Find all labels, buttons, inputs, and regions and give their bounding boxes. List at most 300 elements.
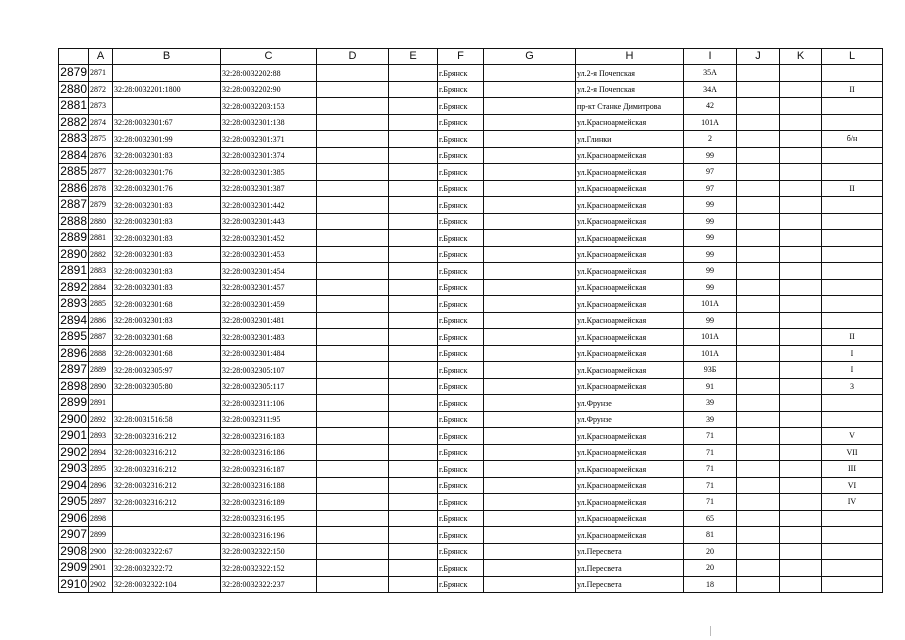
cell-i[interactable]: 39 xyxy=(684,395,737,412)
cell-g[interactable] xyxy=(484,428,576,445)
cell-h[interactable]: ул.2-я Почепская xyxy=(576,81,684,98)
cell-h[interactable]: ул.Красноармейская xyxy=(576,477,684,494)
cell-j[interactable] xyxy=(737,312,780,329)
cell-c[interactable]: 32:28:0032316:187 xyxy=(221,461,317,478)
cell-g[interactable] xyxy=(484,246,576,263)
cell-k[interactable] xyxy=(780,411,822,428)
cell-j[interactable] xyxy=(737,543,780,560)
cell-i[interactable]: 71 xyxy=(684,477,737,494)
cell-k[interactable] xyxy=(780,560,822,577)
cell-g[interactable] xyxy=(484,560,576,577)
cell-h[interactable]: ул.Красноармейская xyxy=(576,197,684,214)
cell-k[interactable] xyxy=(780,164,822,181)
cell-a[interactable]: 2893 xyxy=(89,428,113,445)
cell-e[interactable] xyxy=(389,65,438,82)
cell-h[interactable]: ул.Фрунзе xyxy=(576,395,684,412)
cell-l[interactable]: III xyxy=(822,461,883,478)
cell-h[interactable]: ул.Красноармейская xyxy=(576,461,684,478)
cell-f[interactable]: г.Брянск xyxy=(438,65,484,82)
cell-k[interactable] xyxy=(780,510,822,527)
cell-c[interactable]: 32:28:0032301:385 xyxy=(221,164,317,181)
cell-c[interactable]: 32:28:0032301:387 xyxy=(221,180,317,197)
cell-h[interactable]: ул.Красноармейская xyxy=(576,494,684,511)
cell-i[interactable]: 101А xyxy=(684,114,737,131)
cell-j[interactable] xyxy=(737,362,780,379)
cell-l[interactable] xyxy=(822,411,883,428)
cell-h[interactable]: ул.Красноармейская xyxy=(576,213,684,230)
cell-g[interactable] xyxy=(484,180,576,197)
row-number[interactable]: 2886 xyxy=(60,180,87,195)
cell-b[interactable]: 32:28:0032301:68 xyxy=(113,329,221,346)
column-header-c[interactable]: C xyxy=(221,49,317,65)
cell-k[interactable] xyxy=(780,527,822,544)
cell-b[interactable]: 32:28:0032301:83 xyxy=(113,312,221,329)
cell-i[interactable]: 101А xyxy=(684,345,737,362)
cell-d[interactable] xyxy=(317,362,389,379)
cell-f[interactable]: г.Брянск xyxy=(438,461,484,478)
cell-f[interactable]: г.Брянск xyxy=(438,395,484,412)
cell-l[interactable]: б/н xyxy=(822,131,883,148)
cell-l[interactable] xyxy=(822,395,883,412)
cell-j[interactable] xyxy=(737,164,780,181)
cell-c[interactable]: 32:28:0032311:106 xyxy=(221,395,317,412)
cell-k[interactable] xyxy=(780,114,822,131)
cell-g[interactable] xyxy=(484,279,576,296)
cell-e[interactable] xyxy=(389,147,438,164)
cell-g[interactable] xyxy=(484,477,576,494)
cell-e[interactable] xyxy=(389,576,438,593)
cell-j[interactable] xyxy=(737,98,780,115)
cell-g[interactable] xyxy=(484,164,576,181)
cell-d[interactable] xyxy=(317,296,389,313)
cell-k[interactable] xyxy=(780,230,822,247)
cell-g[interactable] xyxy=(484,114,576,131)
cell-a[interactable]: 2901 xyxy=(89,560,113,577)
cell-k[interactable] xyxy=(780,395,822,412)
cell-e[interactable] xyxy=(389,378,438,395)
cell-b[interactable]: 32:28:0032301:76 xyxy=(113,180,221,197)
cell-a[interactable]: 2879 xyxy=(89,197,113,214)
cell-g[interactable] xyxy=(484,444,576,461)
cell-f[interactable]: г.Брянск xyxy=(438,81,484,98)
cell-a[interactable]: 2885 xyxy=(89,296,113,313)
cell-l[interactable] xyxy=(822,560,883,577)
cell-l[interactable] xyxy=(822,263,883,280)
cell-b[interactable]: 32:28:0032301:99 xyxy=(113,131,221,148)
cell-i[interactable]: 2 xyxy=(684,131,737,148)
cell-f[interactable]: г.Брянск xyxy=(438,362,484,379)
cell-a[interactable]: 2889 xyxy=(89,362,113,379)
cell-d[interactable] xyxy=(317,65,389,82)
cell-e[interactable] xyxy=(389,180,438,197)
row-number[interactable]: 2888 xyxy=(60,213,87,228)
cell-h[interactable]: ул.Красноармейская xyxy=(576,329,684,346)
cell-l[interactable]: 3 xyxy=(822,378,883,395)
row-number[interactable]: 2881 xyxy=(60,98,87,113)
row-number[interactable]: 2903 xyxy=(60,461,87,476)
cell-d[interactable] xyxy=(317,197,389,214)
cell-d[interactable] xyxy=(317,345,389,362)
cell-b[interactable] xyxy=(113,98,221,115)
cell-d[interactable] xyxy=(317,81,389,98)
cell-d[interactable] xyxy=(317,428,389,445)
cell-b[interactable]: 32:28:0032301:83 xyxy=(113,147,221,164)
cell-e[interactable] xyxy=(389,164,438,181)
cell-f[interactable]: г.Брянск xyxy=(438,411,484,428)
cell-h[interactable]: ул.Красноармейская xyxy=(576,345,684,362)
cell-l[interactable] xyxy=(822,147,883,164)
cell-h[interactable]: ул.Красноармейская xyxy=(576,444,684,461)
cell-a[interactable]: 2876 xyxy=(89,147,113,164)
cell-b[interactable] xyxy=(113,510,221,527)
cell-b[interactable]: 32:28:0032322:67 xyxy=(113,543,221,560)
cell-g[interactable] xyxy=(484,510,576,527)
cell-c[interactable]: 32:28:0032301:481 xyxy=(221,312,317,329)
cell-l[interactable] xyxy=(822,296,883,313)
cell-j[interactable] xyxy=(737,411,780,428)
cell-f[interactable]: г.Брянск xyxy=(438,296,484,313)
cell-i[interactable]: 65 xyxy=(684,510,737,527)
cell-i[interactable]: 99 xyxy=(684,246,737,263)
cell-e[interactable] xyxy=(389,213,438,230)
column-header-h[interactable]: H xyxy=(576,49,684,65)
cell-j[interactable] xyxy=(737,114,780,131)
cell-c[interactable]: 32:28:0032316:183 xyxy=(221,428,317,445)
cell-j[interactable] xyxy=(737,395,780,412)
cell-h[interactable]: ул.Красноармейская xyxy=(576,263,684,280)
cell-c[interactable]: 32:28:0032322:150 xyxy=(221,543,317,560)
cell-e[interactable] xyxy=(389,477,438,494)
cell-b[interactable]: 32:28:0032305:80 xyxy=(113,378,221,395)
cell-l[interactable]: VI xyxy=(822,477,883,494)
cell-f[interactable]: г.Брянск xyxy=(438,147,484,164)
cell-h[interactable]: ул.Красноармейская xyxy=(576,296,684,313)
row-number[interactable]: 2902 xyxy=(60,444,87,459)
cell-c[interactable]: 32:28:0032316:188 xyxy=(221,477,317,494)
row-number[interactable]: 2901 xyxy=(60,428,87,443)
cell-a[interactable]: 2880 xyxy=(89,213,113,230)
cell-a[interactable]: 2875 xyxy=(89,131,113,148)
row-number[interactable]: 2908 xyxy=(60,543,87,558)
cell-b[interactable]: 32:28:0032301:83 xyxy=(113,246,221,263)
cell-h[interactable]: ул.Пересвета xyxy=(576,576,684,593)
row-number[interactable]: 2892 xyxy=(60,279,87,294)
cell-k[interactable] xyxy=(780,81,822,98)
cell-c[interactable]: 32:28:0032301:454 xyxy=(221,263,317,280)
cell-d[interactable] xyxy=(317,279,389,296)
cell-f[interactable]: г.Брянск xyxy=(438,312,484,329)
cell-g[interactable] xyxy=(484,296,576,313)
cell-j[interactable] xyxy=(737,147,780,164)
cell-f[interactable]: г.Брянск xyxy=(438,230,484,247)
cell-e[interactable] xyxy=(389,98,438,115)
cell-i[interactable]: 99 xyxy=(684,279,737,296)
cell-j[interactable] xyxy=(737,560,780,577)
cell-a[interactable]: 2871 xyxy=(89,65,113,82)
cell-a[interactable]: 2874 xyxy=(89,114,113,131)
cell-e[interactable] xyxy=(389,428,438,445)
cell-b[interactable]: 32:28:0032316:212 xyxy=(113,444,221,461)
cell-e[interactable] xyxy=(389,263,438,280)
cell-g[interactable] xyxy=(484,411,576,428)
column-header-k[interactable]: K xyxy=(780,49,822,65)
cell-h[interactable]: ул.Красноармейская xyxy=(576,510,684,527)
cell-k[interactable] xyxy=(780,477,822,494)
cell-d[interactable] xyxy=(317,180,389,197)
cell-h[interactable]: ул.Красноармейская xyxy=(576,428,684,445)
cell-d[interactable] xyxy=(317,98,389,115)
cell-c[interactable]: 32:28:0032301:443 xyxy=(221,213,317,230)
cell-g[interactable] xyxy=(484,461,576,478)
cell-a[interactable]: 2891 xyxy=(89,395,113,412)
corner-cell[interactable] xyxy=(59,49,89,65)
cell-g[interactable] xyxy=(484,131,576,148)
cell-g[interactable] xyxy=(484,543,576,560)
cell-c[interactable]: 32:28:0032316:195 xyxy=(221,510,317,527)
cell-j[interactable] xyxy=(737,461,780,478)
cell-h[interactable]: ул.2-я Почепская xyxy=(576,65,684,82)
cell-a[interactable]: 2883 xyxy=(89,263,113,280)
cell-f[interactable]: г.Брянск xyxy=(438,98,484,115)
cell-i[interactable]: 99 xyxy=(684,312,737,329)
cell-f[interactable]: г.Брянск xyxy=(438,279,484,296)
cell-e[interactable] xyxy=(389,345,438,362)
cell-d[interactable] xyxy=(317,246,389,263)
cell-d[interactable] xyxy=(317,378,389,395)
cell-c[interactable]: 32:28:0032311:95 xyxy=(221,411,317,428)
cell-b[interactable]: 32:28:0032322:104 xyxy=(113,576,221,593)
column-header-a[interactable]: A xyxy=(89,49,113,65)
cell-k[interactable] xyxy=(780,147,822,164)
cell-b[interactable]: 32:28:0032305:97 xyxy=(113,362,221,379)
cell-j[interactable] xyxy=(737,230,780,247)
cell-j[interactable] xyxy=(737,510,780,527)
cell-k[interactable] xyxy=(780,312,822,329)
cell-a[interactable]: 2896 xyxy=(89,477,113,494)
cell-a[interactable]: 2895 xyxy=(89,461,113,478)
cell-f[interactable]: г.Брянск xyxy=(438,576,484,593)
cell-e[interactable] xyxy=(389,543,438,560)
cell-k[interactable] xyxy=(780,213,822,230)
cell-d[interactable] xyxy=(317,131,389,148)
cell-l[interactable] xyxy=(822,197,883,214)
row-number[interactable]: 2882 xyxy=(60,114,87,129)
cell-f[interactable]: г.Брянск xyxy=(438,444,484,461)
cell-e[interactable] xyxy=(389,494,438,511)
cell-d[interactable] xyxy=(317,411,389,428)
row-number[interactable]: 2910 xyxy=(60,576,87,591)
cell-c[interactable]: 32:28:0032202:88 xyxy=(221,65,317,82)
cell-d[interactable] xyxy=(317,114,389,131)
cell-h[interactable]: ул.Красноармейская xyxy=(576,114,684,131)
cell-e[interactable] xyxy=(389,131,438,148)
cell-b[interactable] xyxy=(113,395,221,412)
cell-a[interactable]: 2886 xyxy=(89,312,113,329)
cell-i[interactable]: 20 xyxy=(684,560,737,577)
row-number[interactable]: 2896 xyxy=(60,345,87,360)
row-number[interactable]: 2879 xyxy=(60,65,87,80)
cell-e[interactable] xyxy=(389,114,438,131)
cell-d[interactable] xyxy=(317,395,389,412)
cell-e[interactable] xyxy=(389,197,438,214)
cell-k[interactable] xyxy=(780,494,822,511)
cell-d[interactable] xyxy=(317,576,389,593)
cell-b[interactable]: 32:28:0032301:68 xyxy=(113,296,221,313)
cell-j[interactable] xyxy=(737,279,780,296)
cell-l[interactable]: VII xyxy=(822,444,883,461)
cell-k[interactable] xyxy=(780,428,822,445)
column-header-b[interactable]: B xyxy=(113,49,221,65)
cell-j[interactable] xyxy=(737,65,780,82)
cell-d[interactable] xyxy=(317,329,389,346)
cell-b[interactable]: 32:28:0032301:83 xyxy=(113,213,221,230)
cell-i[interactable]: 99 xyxy=(684,213,737,230)
row-number[interactable]: 2907 xyxy=(60,527,87,542)
cell-i[interactable]: 101А xyxy=(684,329,737,346)
cell-l[interactable] xyxy=(822,164,883,181)
cell-b[interactable]: 32:28:0032301:83 xyxy=(113,263,221,280)
cell-d[interactable] xyxy=(317,494,389,511)
cell-g[interactable] xyxy=(484,395,576,412)
cell-i[interactable]: 71 xyxy=(684,494,737,511)
row-number[interactable]: 2906 xyxy=(60,510,87,525)
row-number[interactable]: 2880 xyxy=(60,81,87,96)
cell-d[interactable] xyxy=(317,263,389,280)
cell-b[interactable]: 32:28:0032316:212 xyxy=(113,494,221,511)
cell-j[interactable] xyxy=(737,477,780,494)
cell-c[interactable]: 32:28:0032301:374 xyxy=(221,147,317,164)
row-number[interactable]: 2885 xyxy=(60,164,87,179)
cell-a[interactable]: 2890 xyxy=(89,378,113,395)
cell-a[interactable]: 2884 xyxy=(89,279,113,296)
cell-d[interactable] xyxy=(317,461,389,478)
column-header-g[interactable]: G xyxy=(484,49,576,65)
cell-g[interactable] xyxy=(484,362,576,379)
cell-f[interactable]: г.Брянск xyxy=(438,560,484,577)
cell-l[interactable]: I xyxy=(822,362,883,379)
cell-l[interactable]: I xyxy=(822,345,883,362)
cell-g[interactable] xyxy=(484,494,576,511)
column-header-j[interactable]: J xyxy=(737,49,780,65)
cell-g[interactable] xyxy=(484,197,576,214)
cell-i[interactable]: 99 xyxy=(684,263,737,280)
column-header-e[interactable]: E xyxy=(389,49,438,65)
cell-k[interactable] xyxy=(780,296,822,313)
cell-c[interactable]: 32:28:0032202:90 xyxy=(221,81,317,98)
cell-j[interactable] xyxy=(737,527,780,544)
cell-l[interactable] xyxy=(822,230,883,247)
cell-i[interactable]: 81 xyxy=(684,527,737,544)
cell-k[interactable] xyxy=(780,98,822,115)
cell-b[interactable]: 32:28:0032201:1800 xyxy=(113,81,221,98)
cell-b[interactable]: 32:28:0032301:68 xyxy=(113,345,221,362)
cell-h[interactable]: ул.Красноармейская xyxy=(576,246,684,263)
row-number[interactable]: 2891 xyxy=(60,263,87,278)
cell-k[interactable] xyxy=(780,197,822,214)
cell-g[interactable] xyxy=(484,263,576,280)
cell-h[interactable]: ул.Красноармейская xyxy=(576,362,684,379)
cell-f[interactable]: г.Брянск xyxy=(438,527,484,544)
cell-l[interactable] xyxy=(822,65,883,82)
cell-g[interactable] xyxy=(484,345,576,362)
cell-k[interactable] xyxy=(780,246,822,263)
cell-h[interactable]: ул.Красноармейская xyxy=(576,147,684,164)
cell-c[interactable]: 32:28:0032301:138 xyxy=(221,114,317,131)
cell-e[interactable] xyxy=(389,527,438,544)
cell-h[interactable]: ул.Красноармейская xyxy=(576,527,684,544)
cell-c[interactable]: 32:28:0032203:153 xyxy=(221,98,317,115)
cell-k[interactable] xyxy=(780,362,822,379)
cell-l[interactable]: IV xyxy=(822,494,883,511)
row-number[interactable]: 2904 xyxy=(60,477,87,492)
cell-c[interactable]: 32:28:0032301:453 xyxy=(221,246,317,263)
cell-i[interactable]: 39 xyxy=(684,411,737,428)
cell-k[interactable] xyxy=(780,65,822,82)
cell-b[interactable]: 32:28:0031516:58 xyxy=(113,411,221,428)
row-number[interactable]: 2894 xyxy=(60,312,87,327)
cell-i[interactable]: 71 xyxy=(684,461,737,478)
row-number[interactable]: 2887 xyxy=(60,197,87,212)
cell-l[interactable] xyxy=(822,510,883,527)
cell-a[interactable]: 2900 xyxy=(89,543,113,560)
cell-b[interactable]: 32:28:0032322:72 xyxy=(113,560,221,577)
row-number[interactable]: 2890 xyxy=(60,246,87,261)
cell-e[interactable] xyxy=(389,560,438,577)
cell-a[interactable]: 2899 xyxy=(89,527,113,544)
cell-k[interactable] xyxy=(780,444,822,461)
cell-a[interactable]: 2894 xyxy=(89,444,113,461)
cell-j[interactable] xyxy=(737,576,780,593)
cell-c[interactable]: 32:28:0032322:237 xyxy=(221,576,317,593)
cell-i[interactable]: 99 xyxy=(684,147,737,164)
cell-e[interactable] xyxy=(389,510,438,527)
cell-k[interactable] xyxy=(780,180,822,197)
cell-l[interactable] xyxy=(822,279,883,296)
cell-f[interactable]: г.Брянск xyxy=(438,510,484,527)
cell-b[interactable]: 32:28:0032316:212 xyxy=(113,428,221,445)
cell-i[interactable]: 93Б xyxy=(684,362,737,379)
cell-g[interactable] xyxy=(484,312,576,329)
cell-l[interactable]: II xyxy=(822,180,883,197)
cell-e[interactable] xyxy=(389,246,438,263)
cell-a[interactable]: 2902 xyxy=(89,576,113,593)
cell-h[interactable]: ул.Красноармейская xyxy=(576,312,684,329)
cell-b[interactable]: 32:28:0032301:83 xyxy=(113,230,221,247)
cell-k[interactable] xyxy=(780,279,822,296)
cell-f[interactable]: г.Брянск xyxy=(438,428,484,445)
cell-i[interactable]: 99 xyxy=(684,230,737,247)
cell-e[interactable] xyxy=(389,329,438,346)
cell-l[interactable] xyxy=(822,527,883,544)
cell-l[interactable] xyxy=(822,98,883,115)
row-number[interactable]: 2909 xyxy=(60,560,87,575)
cell-j[interactable] xyxy=(737,378,780,395)
cell-b[interactable]: 32:28:0032301:83 xyxy=(113,279,221,296)
cell-i[interactable]: 42 xyxy=(684,98,737,115)
cell-h[interactable]: ул.Фрунзе xyxy=(576,411,684,428)
cell-c[interactable]: 32:28:0032322:152 xyxy=(221,560,317,577)
cell-b[interactable]: 32:28:0032316:212 xyxy=(113,461,221,478)
cell-f[interactable]: г.Брянск xyxy=(438,494,484,511)
cell-l[interactable] xyxy=(822,576,883,593)
cell-i[interactable]: 18 xyxy=(684,576,737,593)
cell-e[interactable] xyxy=(389,279,438,296)
cell-h[interactable]: ул.Красноармейская xyxy=(576,180,684,197)
cell-h[interactable]: ул.Пересвета xyxy=(576,560,684,577)
cell-d[interactable] xyxy=(317,164,389,181)
cell-c[interactable]: 32:28:0032305:107 xyxy=(221,362,317,379)
cell-g[interactable] xyxy=(484,98,576,115)
